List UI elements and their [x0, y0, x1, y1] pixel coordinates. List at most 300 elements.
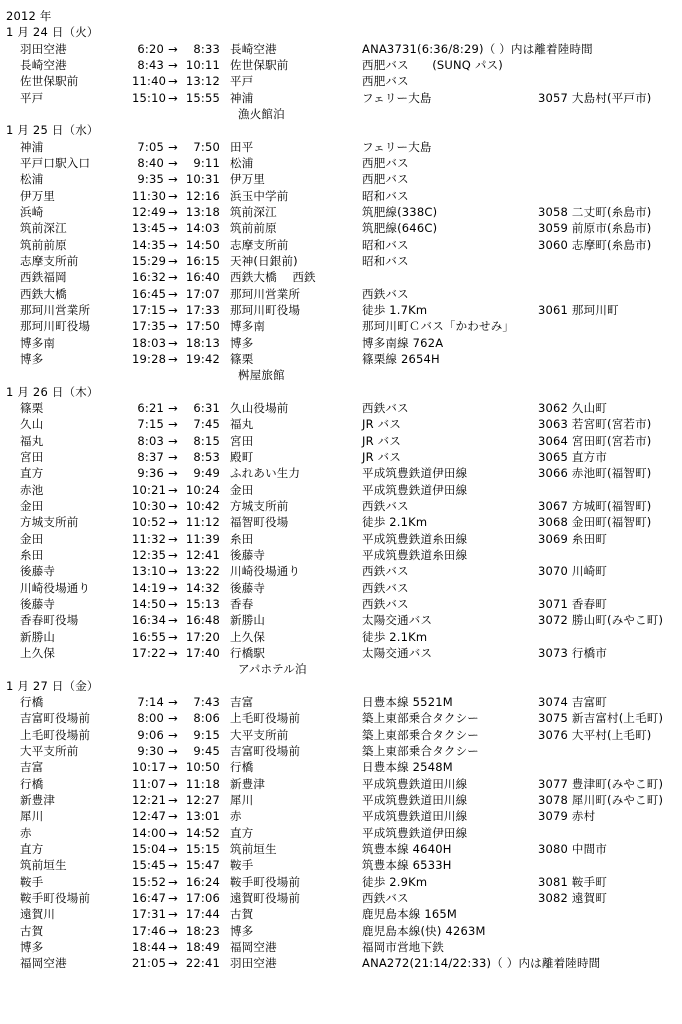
arrival-time: 13:01 — [185, 809, 220, 824]
arrow-icon: → — [168, 90, 178, 105]
municipality-note: 3057 大島村(平戸市) — [538, 90, 652, 105]
arrow-icon: → — [168, 531, 178, 546]
departure-time: 15:04 — [132, 841, 167, 856]
trip-row — [0, 955, 682, 971]
departure-place: 行橋 — [20, 776, 44, 791]
trip-row — [0, 335, 682, 351]
municipality-note: 3069 糸田町 — [538, 531, 608, 546]
trip-row — [0, 759, 682, 775]
departure-time: 15:52 — [132, 874, 167, 889]
transport-mode: 徒歩 2.1Km — [362, 515, 428, 530]
departure-time: 12:49 — [132, 205, 167, 219]
arrival-place: 鞍手 — [230, 858, 254, 873]
departure-time: 17:35 — [132, 319, 167, 334]
arrival-time: 14:52 — [185, 825, 220, 840]
trip-row — [0, 923, 682, 939]
transport-mode: JR バス — [362, 449, 402, 464]
arrival-time: 13:18 — [185, 205, 220, 219]
departure-place: 那珂川営業所 — [20, 302, 91, 317]
arrival-place: 篠栗 — [230, 351, 254, 366]
arrival-time: 10:31 — [185, 172, 220, 187]
departure-time: 11:40 — [132, 74, 167, 89]
arrival-place: 筑前垣生 — [230, 841, 277, 856]
municipality-note: 3076 大平村(上毛町) — [538, 727, 652, 742]
arrow-icon: → — [168, 515, 178, 530]
transport-mode: 平成筑豊鉄道田川線 — [362, 809, 468, 824]
arrival-place: 筑前前原 — [230, 221, 277, 236]
departure-time: 19:28 — [132, 351, 167, 366]
arrival-time: 16:40 — [185, 270, 220, 285]
transport-mode: 徒歩 1.7Km — [362, 302, 428, 317]
arrival-place: 殿町 — [230, 449, 254, 464]
transport-mode: JR バス — [362, 433, 402, 448]
departure-place: 平戸口駅入口 — [20, 156, 91, 170]
departure-place: 後藤寺 — [20, 596, 56, 611]
arrow-icon: → — [168, 874, 178, 889]
arrival-place: 古賀 — [230, 907, 254, 922]
arrow-icon: → — [168, 825, 178, 840]
departure-time: 17:46 — [132, 923, 167, 938]
departure-time: 9:30 — [137, 743, 164, 758]
trip-row — [0, 204, 682, 220]
departure-time: 6:20 — [137, 41, 164, 56]
transport-mode: 平成筑豊鉄道糸田線 — [362, 531, 468, 546]
arrival-time: 18:23 — [185, 923, 220, 938]
municipality-note: 3081 鞍手町 — [538, 874, 608, 889]
departure-time: 9:36 — [137, 466, 164, 481]
trip-row — [0, 694, 682, 710]
arrival-time: 17:20 — [185, 629, 220, 644]
arrow-icon: → — [168, 841, 178, 856]
arrow-icon: → — [168, 205, 178, 219]
day-heading — [0, 678, 682, 694]
arrival-place: 川崎役場通り — [230, 564, 301, 579]
transport-mode: 筑豊本線 6533H — [362, 858, 452, 873]
transport-mode: 福岡市営地下鉄 — [362, 939, 444, 954]
departure-time: 16:32 — [132, 270, 167, 285]
departure-place: 篠栗 — [20, 400, 44, 415]
day-date: 1 月 27 日（金） — [6, 678, 99, 693]
transport-mode: 西鉄バス — [362, 498, 409, 513]
departure-place: 羽田空港 — [20, 41, 67, 56]
trip-row — [0, 237, 682, 253]
arrow-icon: → — [168, 156, 178, 170]
transport-mode: 昭和バス — [362, 188, 409, 203]
trip-row — [0, 596, 682, 612]
departure-time: 13:45 — [132, 221, 167, 236]
trip-row — [0, 776, 682, 792]
municipality-note: 3062 久山町 — [538, 400, 608, 415]
arrival-time: 17:50 — [185, 319, 220, 334]
arrow-icon: → — [168, 760, 178, 775]
trip-row — [0, 857, 682, 873]
arrow-icon: → — [168, 433, 178, 448]
departure-time: 9:35 — [137, 172, 164, 187]
arrow-icon: → — [168, 188, 178, 203]
departure-place: 博多 — [20, 939, 44, 954]
lodging-name: 桝屋旅館 — [238, 368, 285, 383]
arrival-place: 佐世保駅前 — [230, 58, 289, 72]
transport-mode: 昭和バス — [362, 253, 409, 268]
transport-mode: 西肥バス — [362, 74, 409, 89]
departure-time: 11:32 — [132, 531, 167, 546]
municipality-note: 3078 犀川町(みやこ町) — [538, 792, 664, 807]
departure-place: 神浦 — [20, 139, 44, 154]
arrival-time: 11:18 — [185, 776, 220, 791]
trip-row — [0, 57, 682, 73]
departure-time: 10:17 — [132, 760, 167, 775]
arrival-time: 9:49 — [193, 466, 220, 481]
arrival-place: 方城支所前 — [230, 498, 289, 513]
departure-place: 直方 — [20, 841, 44, 856]
departure-place: 大平支所前 — [20, 743, 79, 758]
departure-time: 16:34 — [132, 613, 167, 628]
municipality-note: 3072 勝山町(みやこ町) — [538, 613, 664, 628]
trip-row — [0, 531, 682, 547]
arrow-icon: → — [168, 923, 178, 938]
arrival-place: 福智町役場 — [230, 515, 289, 530]
transport-mode: 平成筑豊鉄道糸田線 — [362, 547, 468, 562]
arrow-icon: → — [168, 172, 178, 187]
arrival-time: 10:50 — [185, 760, 220, 775]
arrival-place: 伊万里 — [230, 172, 266, 187]
trip-row — [0, 629, 682, 645]
arrival-time: 11:39 — [185, 531, 220, 546]
arrival-time: 18:49 — [185, 939, 220, 954]
arrival-place: 上久保 — [230, 629, 266, 644]
trip-row — [0, 710, 682, 726]
transport-mode: 西鉄バス — [362, 596, 409, 611]
arrival-place: 博多 — [230, 335, 254, 350]
transport-mode: 西鉄バス — [362, 400, 409, 415]
arrival-time: 17:33 — [185, 302, 220, 317]
day-date: 1 月 24 日（火） — [6, 25, 99, 40]
transport-mode: 那珂川町Ｃバス「かわせみ」 — [362, 319, 515, 334]
departure-place: 浜崎 — [20, 205, 44, 219]
transport-mode: 築上東部乗合タクシー — [362, 743, 479, 758]
arrow-icon: → — [168, 498, 178, 513]
transport-mode: 築上東部乗合タクシー — [362, 727, 479, 742]
overnight-stay — [0, 106, 682, 122]
transport-mode: 博多南線 762A — [362, 335, 444, 350]
arrow-icon: → — [168, 253, 178, 268]
departure-time: 6:21 — [137, 400, 164, 415]
arrival-place: 行橋駅 — [230, 645, 266, 660]
departure-time: 14:19 — [132, 580, 167, 595]
arrival-place: 那珂川町役場 — [230, 302, 301, 317]
trip-row — [0, 874, 682, 890]
overnight-stay — [0, 661, 682, 677]
year-heading — [0, 8, 682, 24]
departure-time: 10:30 — [132, 498, 167, 513]
day-date: 1 月 26 日（木） — [6, 384, 99, 399]
arrow-icon: → — [168, 58, 178, 72]
municipality-note: 3070 川崎町 — [538, 564, 608, 579]
arrival-time: 7:45 — [193, 417, 220, 432]
departure-place: 川崎役場通り — [20, 580, 91, 595]
transport-mode: 太陽交通バス — [362, 645, 433, 660]
arrow-icon: → — [168, 580, 178, 595]
trip-row — [0, 188, 682, 204]
municipality-note: 3059 前原市(糸島市) — [538, 221, 652, 236]
arrival-time: 12:41 — [185, 547, 220, 562]
departure-place: 香春町役場 — [20, 613, 79, 628]
transport-mode: 西肥バス (SUNQ パス) — [362, 58, 503, 72]
departure-place: 久山 — [20, 417, 44, 432]
arrow-icon: → — [168, 237, 178, 252]
departure-place: 赤 — [20, 825, 32, 840]
trip-row — [0, 841, 682, 857]
departure-time: 17:15 — [132, 302, 167, 317]
trip-row — [0, 727, 682, 743]
transport-mode: 日豊本線 5521M — [362, 694, 453, 709]
arrow-icon: → — [168, 890, 178, 905]
arrow-icon: → — [168, 302, 178, 317]
departure-place: 筑前前原 — [20, 237, 67, 252]
arrival-place: 筑前深江 — [230, 205, 277, 219]
arrow-icon: → — [168, 792, 178, 807]
transport-mode: 日豊本線 2548M — [362, 760, 453, 775]
transport-mode: フェリー大島 — [362, 90, 432, 105]
arrival-place: 羽田空港 — [230, 956, 277, 971]
transport-mode: 平成筑豊鉄道田川線 — [362, 792, 468, 807]
departure-place: 直方 — [20, 466, 44, 481]
arrival-place: 神浦 — [230, 90, 254, 105]
trip-row — [0, 416, 682, 432]
arrival-time: 10:11 — [185, 58, 220, 72]
trip-row — [0, 890, 682, 906]
arrival-time: 15:47 — [185, 858, 220, 873]
arrival-place: ふれあい生力 — [230, 466, 301, 481]
trip-row — [0, 318, 682, 334]
trip-row — [0, 743, 682, 759]
transport-mode: 西肥バス — [362, 156, 409, 170]
arrival-place: 田平 — [230, 139, 254, 154]
transport-mode: 平成筑豊鉄道伊田線 — [362, 482, 468, 497]
arrival-time: 9:45 — [193, 743, 220, 758]
trip-row — [0, 433, 682, 449]
transport-mode: 鹿児島本線 165M — [362, 907, 458, 922]
lodging-name: アパホテル泊 — [238, 662, 307, 677]
departure-place: 鞍手 — [20, 874, 44, 889]
departure-place: 古賀 — [20, 923, 44, 938]
arrow-icon: → — [168, 319, 178, 334]
departure-place: 新豊津 — [20, 792, 56, 807]
arrow-icon: → — [168, 417, 178, 432]
arrival-place: 糸田 — [230, 531, 254, 546]
municipality-note: 3066 赤池町(福智町) — [538, 466, 652, 481]
departure-place: 長崎空港 — [20, 58, 67, 72]
arrival-place: 平戸 — [230, 74, 254, 89]
departure-place: 遠賀川 — [20, 907, 56, 922]
arrival-place: 上毛町役場前 — [230, 711, 301, 726]
trip-row — [0, 449, 682, 465]
arrival-time: 10:24 — [185, 482, 220, 497]
transport-mode: 西鉄バス — [362, 564, 409, 579]
transport-mode: 筑肥線(646C) — [362, 221, 438, 236]
trip-row — [0, 302, 682, 318]
departure-time: 9:06 — [137, 727, 164, 742]
departure-time: 12:21 — [132, 792, 167, 807]
trip-row — [0, 286, 682, 302]
arrival-time: 7:43 — [193, 694, 220, 709]
departure-place: 博多南 — [20, 335, 56, 350]
arrival-time: 6:31 — [193, 400, 220, 415]
arrow-icon: → — [168, 286, 178, 301]
arrival-place: 香春 — [230, 596, 254, 611]
departure-time: 18:03 — [132, 335, 167, 350]
year-text: 2012 年 — [6, 9, 52, 23]
transport-mode: 平成筑豊鉄道伊田線 — [362, 825, 468, 840]
arrow-icon: → — [168, 956, 178, 971]
departure-time: 15:29 — [132, 253, 167, 268]
transport-mode: 西鉄バス — [362, 286, 409, 301]
trip-row — [0, 400, 682, 416]
arrival-time: 8:33 — [193, 41, 220, 56]
transport-mode: 太陽交通バス — [362, 613, 433, 628]
arrival-place: 遠賀町役場前 — [230, 890, 301, 905]
day-heading — [0, 24, 682, 40]
arrival-place: 那珂川営業所 — [230, 286, 301, 301]
departure-time: 14:35 — [132, 237, 167, 252]
trip-row — [0, 220, 682, 236]
departure-time: 16:47 — [132, 890, 167, 905]
arrival-time: 14:03 — [185, 221, 220, 236]
arrival-time: 15:15 — [185, 841, 220, 856]
municipality-note: 3073 行橋市 — [538, 645, 608, 660]
municipality-note: 3061 那珂川町 — [538, 302, 619, 317]
departure-time: 14:00 — [132, 825, 167, 840]
arrow-icon: → — [168, 727, 178, 742]
arrival-time: 8:15 — [193, 433, 220, 448]
arrival-place: 宮田 — [230, 433, 254, 448]
arrival-time: 8:06 — [193, 711, 220, 726]
trip-row — [0, 825, 682, 841]
departure-time: 16:45 — [132, 286, 167, 301]
departure-place: 後藤寺 — [20, 564, 56, 579]
trip-row — [0, 498, 682, 514]
arrival-place: 久山役場前 — [230, 400, 289, 415]
arrival-place: 長崎空港 — [230, 41, 277, 56]
arrival-time: 17:07 — [185, 286, 220, 301]
arrival-place: 天神(日銀前) — [230, 253, 298, 268]
municipality-note: 3074 吉富町 — [538, 694, 608, 709]
arrival-place: 新勝山 — [230, 613, 266, 628]
departure-place: 上久保 — [20, 645, 56, 660]
arrival-place: 後藤寺 — [230, 547, 266, 562]
trip-row — [0, 482, 682, 498]
arrow-icon: → — [168, 939, 178, 954]
transport-mode: 鹿児島本線(快) 4263M — [362, 923, 486, 938]
transport-mode: フェリー大島 — [362, 139, 432, 154]
departure-place: 吉富町役場前 — [20, 711, 91, 726]
arrival-time: 11:12 — [185, 515, 220, 530]
trip-row — [0, 41, 682, 57]
arrival-place: 吉富町役場前 — [230, 743, 301, 758]
arrow-icon: → — [168, 629, 178, 644]
arrival-time: 15:13 — [185, 596, 220, 611]
departure-time: 17:22 — [132, 645, 167, 660]
transport-mode: 西鉄バス — [362, 890, 409, 905]
trip-row — [0, 171, 682, 187]
arrow-icon: → — [168, 743, 178, 758]
departure-place: 佐世保駅前 — [20, 74, 79, 89]
departure-place: 那珂川町役場 — [20, 319, 91, 334]
departure-time: 8:03 — [137, 433, 164, 448]
arrow-icon: → — [168, 400, 178, 415]
departure-place: 筑前深江 — [20, 221, 67, 236]
trip-row — [0, 645, 682, 661]
day-heading — [0, 122, 682, 138]
departure-place: 平戸 — [20, 90, 44, 105]
arrival-time: 15:55 — [185, 90, 220, 105]
lodging-name: 漁火館泊 — [238, 107, 285, 121]
arrow-icon: → — [168, 613, 178, 628]
trip-row — [0, 351, 682, 367]
transport-mode: 篠栗線 2654H — [362, 351, 440, 366]
departure-place: 方城支所前 — [20, 515, 79, 530]
transport-mode: 筑豊本線 4640H — [362, 841, 452, 856]
arrival-time: 14:50 — [185, 237, 220, 252]
departure-place: 宮田 — [20, 449, 44, 464]
departure-place: 伊万里 — [20, 188, 56, 203]
departure-time: 15:10 — [132, 90, 167, 105]
departure-time: 13:10 — [132, 564, 167, 579]
transport-mode: 平成筑豊鉄道田川線 — [362, 776, 468, 791]
transport-mode: 築上東部乗合タクシー — [362, 711, 479, 726]
arrival-time: 13:22 — [185, 564, 220, 579]
arrow-icon: → — [168, 270, 178, 285]
arrival-place: 大平支所前 — [230, 727, 289, 742]
arrival-place: 博多南 — [230, 319, 266, 334]
arrival-place: 松浦 — [230, 156, 254, 170]
arrival-time: 16:24 — [185, 874, 220, 889]
trip-row — [0, 563, 682, 579]
arrow-icon: → — [168, 907, 178, 922]
trip-row — [0, 269, 682, 285]
trip-row — [0, 155, 682, 171]
arrival-time: 10:42 — [185, 498, 220, 513]
transport-mode: 徒歩 2.1Km — [362, 629, 428, 644]
day-heading — [0, 384, 682, 400]
departure-place: 志摩支所前 — [20, 253, 79, 268]
transport-mode: 平成筑豊鉄道伊田線 — [362, 466, 468, 481]
departure-place: 西鉄大橋 — [20, 286, 67, 301]
arrival-time: 17:40 — [185, 645, 220, 660]
arrow-icon: → — [168, 335, 178, 350]
trip-row — [0, 808, 682, 824]
arrival-place: 犀川 — [230, 792, 254, 807]
arrival-time: 16:15 — [185, 253, 220, 268]
arrow-icon: → — [168, 645, 178, 660]
arrival-time: 8:53 — [193, 449, 220, 464]
arrow-icon: → — [168, 776, 178, 791]
arrow-icon: → — [168, 809, 178, 824]
departure-place: 赤池 — [20, 482, 44, 497]
municipality-note: 3075 新吉富村(上毛町) — [538, 711, 664, 726]
arrow-icon: → — [168, 482, 178, 497]
municipality-note: 3080 中間市 — [538, 841, 608, 856]
municipality-note: 3065 直方市 — [538, 449, 608, 464]
departure-time: 15:45 — [132, 858, 167, 873]
arrow-icon: → — [168, 449, 178, 464]
arrival-time: 9:15 — [193, 727, 220, 742]
arrival-place: 西鉄大橋 西鉄 — [230, 270, 316, 285]
transport-mode: ANA272(21:14/22:33)（ ）内は離着陸時間 — [362, 956, 601, 971]
municipality-note: 3060 志摩町(糸島市) — [538, 237, 652, 252]
arrow-icon: → — [168, 466, 178, 481]
departure-time: 10:52 — [132, 515, 167, 530]
